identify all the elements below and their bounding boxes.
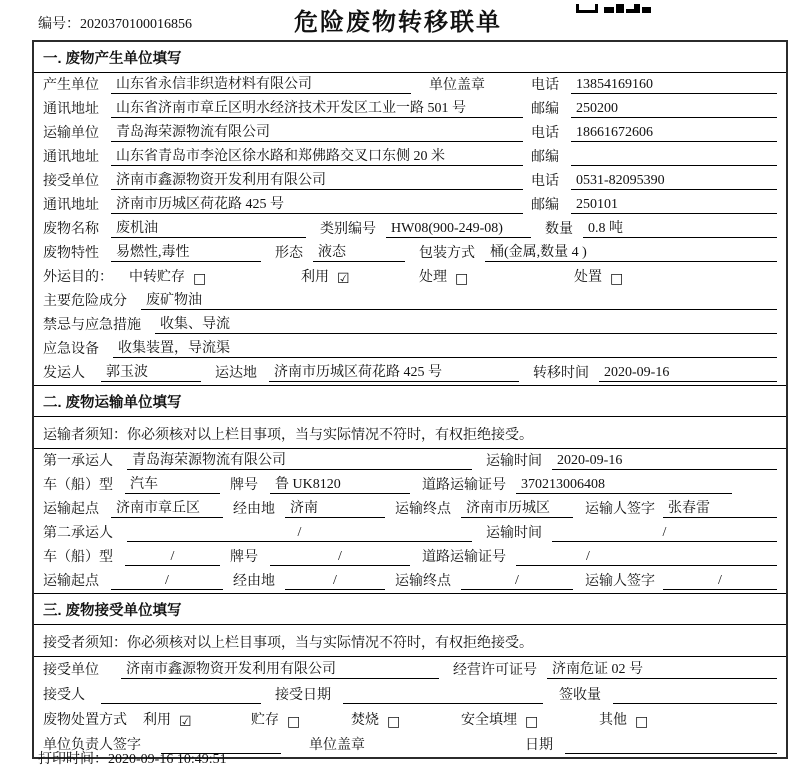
permit1-label: 道路运输证号: [422, 478, 506, 493]
manifest-form: [32, 40, 788, 759]
transport-notice: 运输者须知：你必须核对以上栏目事项，当与实际情况不符时，有权拒绝接受。: [34, 417, 786, 449]
print-time-label: 打印时间：: [38, 752, 108, 767]
checkbox-unchecked-icon: □: [287, 714, 301, 730]
receive-date-value: [565, 753, 777, 754]
route1-end-label: 运输终点: [395, 502, 451, 517]
shipper-label: 发运人: [43, 366, 85, 381]
route1-sign-label: 运输人签字: [585, 502, 655, 517]
producer-label: 产生单位: [43, 78, 99, 93]
hazard-label: 主要危险成分: [43, 294, 127, 309]
receiver-address-value: 济南市历城区荷花路 425 号: [111, 193, 523, 214]
transporter-label: 运输单位: [43, 126, 99, 141]
route1-start-label: 运输起点: [43, 502, 99, 517]
row-accept: [34, 682, 786, 707]
vehicle1-label: 车（船）型: [43, 478, 113, 493]
transfer-time-label: 转移时间: [533, 366, 589, 381]
row-taboo: [34, 313, 786, 337]
page-title: 危险废物转移联单: [294, 9, 502, 36]
purpose-utilize-label: 利用: [301, 270, 329, 285]
waste-name-label: 废物名称: [43, 222, 99, 237]
hazard-value: 废矿物油: [141, 289, 777, 310]
receiver-phone-label: 电话: [531, 174, 559, 189]
route2-start-value: /: [111, 573, 223, 590]
license-label: 经营许可证号: [453, 663, 537, 678]
taboo-label: 禁忌与应急措施: [43, 318, 141, 333]
carrier1-label: 第一承运人: [43, 454, 113, 469]
row-route2: [34, 569, 786, 593]
producer-phone-label: 电话: [531, 78, 559, 93]
receiver-address-label: 通讯地址: [43, 198, 99, 213]
receiver-label: 接受单位: [43, 174, 99, 189]
row-receiver-address-left: [43, 193, 523, 214]
section-producer-title: 一. 废物产生单位填写: [34, 42, 786, 73]
row-transporter-right: [531, 122, 777, 142]
disposal-store-label: 贮存: [251, 713, 279, 728]
route2-via-value: /: [285, 573, 385, 590]
row-receiver: [34, 169, 786, 193]
section-transport: [34, 385, 786, 593]
accept-person-label: 接受人: [43, 688, 85, 703]
waste-pack-value: 桶(金属,数量 4 ): [485, 241, 777, 262]
plate1-value: 鲁 UK8120: [270, 473, 410, 494]
disposal-option-incinerate: [351, 709, 461, 729]
row-transporter-address: [34, 145, 786, 169]
carrier1-time-label: 运输时间: [486, 454, 542, 469]
form-number-label: 编号：: [38, 17, 80, 32]
seal-label: 单位盖章: [429, 78, 485, 93]
purpose-treat-label: 处理: [419, 270, 447, 285]
waste-qty-label: 数量: [545, 222, 573, 237]
row-producer-address: [34, 97, 786, 121]
receive-unit-value: 济南市鑫源物资开发利用有限公司: [121, 658, 439, 679]
responsible-sign-label: 单位负责人签字: [43, 738, 141, 753]
vehicle1-value: 汽车: [125, 473, 220, 494]
transporter-zip-value: [571, 165, 777, 166]
checkbox-checked-icon: ☑: [179, 714, 192, 730]
disposal-landfill-label: 安全填埋: [461, 713, 517, 728]
destination-label: 运达地: [215, 366, 257, 381]
route2-end-value: /: [461, 573, 573, 590]
waste-pack-label: 包装方式: [419, 246, 475, 261]
row-receive-unit: [34, 657, 786, 682]
route2-via-label: 经由地: [233, 574, 275, 589]
row-transporter-address-right: [531, 146, 777, 166]
row-carrier1: [34, 449, 786, 473]
receive-notice: 接受者须知：你必须核对以上栏目事项，当与实际情况不符时，有权拒绝接受。: [34, 625, 786, 657]
disposal-option-utilize: [143, 709, 251, 729]
producer-address-label: 通讯地址: [43, 102, 99, 117]
row-route1: [34, 497, 786, 521]
row-producer-address-left: [43, 97, 523, 118]
row-waste-props: [34, 241, 786, 265]
waste-name-value: 废机油: [111, 217, 306, 238]
purpose-option-transfer: [129, 266, 301, 286]
disposal-other-label: 其他: [599, 713, 627, 728]
plate1-label: 牌号: [230, 478, 258, 493]
row-producer-address-right: [531, 98, 777, 118]
receiver-phone-value: 0531-82095390: [571, 173, 777, 190]
route2-end-label: 运输终点: [395, 574, 451, 589]
row-receiver-right: [531, 170, 777, 190]
transfer-time-value: 2020-09-16: [599, 365, 777, 382]
plate2-value: /: [270, 549, 410, 566]
producer-value: 山东省永信非织造材料有限公司: [111, 73, 411, 94]
receive-date-label: 日期: [525, 738, 553, 753]
route1-via-value: 济南: [285, 497, 385, 518]
row-equipment: [34, 337, 786, 361]
producer-zip-value: 250200: [571, 101, 777, 118]
license-value: 济南危证 02 号: [547, 658, 777, 679]
waste-props-value: 易燃性,毒性: [111, 241, 261, 262]
vehicle2-label: 车（船）型: [43, 550, 113, 565]
checkbox-unchecked-icon: □: [193, 271, 207, 287]
route1-sign-value: 张春雷: [663, 497, 777, 518]
equipment-label: 应急设备: [43, 342, 99, 357]
waste-qty-value: 0.8 吨: [583, 217, 777, 238]
carrier2-time-value: /: [552, 525, 777, 542]
taboo-value: 收集、导流: [155, 313, 777, 334]
receiver-zip-label: 邮编: [531, 198, 559, 213]
checkbox-unchecked-icon: □: [525, 714, 539, 730]
row-receiver-address-right: [531, 194, 777, 214]
receive-seal-label: 单位盖章: [309, 738, 365, 753]
section-receive-title: 三. 废物接受单位填写: [34, 594, 786, 625]
purpose-label: 外运目的：: [43, 270, 113, 285]
route2-start-label: 运输起点: [43, 574, 99, 589]
transporter-phone-label: 电话: [531, 126, 559, 141]
waste-form-label: 形态: [275, 246, 303, 261]
destination-value: 济南市历城区荷花路 425 号: [269, 361, 519, 382]
row-transporter: [34, 121, 786, 145]
section-receive: [34, 593, 786, 757]
row-transporter-left: [43, 121, 523, 142]
row-receiver-left: [43, 169, 523, 190]
disposal-incinerate-label: 焚烧: [351, 713, 379, 728]
receive-unit-label: 接受单位: [43, 663, 99, 678]
plate2-label: 牌号: [230, 550, 258, 565]
receiver-zip-value: 250101: [571, 197, 777, 214]
transporter-phone-value: 18661672606: [571, 125, 777, 142]
carrier2-value: /: [127, 525, 472, 542]
row-shipper: [34, 361, 786, 385]
row-hazard: [34, 289, 786, 313]
producer-address-value: 山东省济南市章丘区明水经济技术开发区工业一路 501 号: [111, 97, 523, 118]
permit2-value: /: [516, 549, 777, 566]
row-producer-left: [43, 73, 523, 94]
carrier2-time-label: 运输时间: [486, 526, 542, 541]
permit1-value: 370213006408: [516, 477, 732, 494]
disposal-option-store: [251, 709, 351, 729]
purpose-option-treat: [419, 266, 574, 286]
vehicle2-value: /: [125, 549, 220, 566]
purpose-option-dispose: [574, 266, 623, 286]
checkbox-unchecked-icon: □: [455, 271, 469, 287]
route1-start-value: 济南市章丘区: [111, 497, 223, 518]
row-disposal: [34, 707, 786, 732]
waste-props-label: 废物特性: [43, 246, 99, 261]
route2-sign-label: 运输人签字: [585, 574, 655, 589]
transporter-zip-label: 邮编: [531, 150, 559, 165]
route2-sign-value: /: [663, 573, 777, 590]
disposal-option-landfill: [461, 709, 599, 729]
carrier1-time-value: 2020-09-16: [552, 453, 777, 470]
row-transporter-address-left: [43, 145, 523, 166]
section-producer: [34, 42, 786, 385]
purpose-transfer-label: 中转贮存: [129, 270, 185, 285]
row-vehicle1: [34, 473, 786, 497]
checkbox-unchecked-icon: □: [610, 271, 624, 287]
document-header: [0, 0, 796, 40]
disposal-option-other: [599, 709, 648, 729]
row-producer-right: [531, 74, 777, 94]
checkbox-checked-icon: ☑: [337, 271, 350, 287]
producer-zip-label: 邮编: [531, 102, 559, 117]
producer-phone-value: 13854169160: [571, 77, 777, 94]
purpose-dispose-label: 处置: [574, 270, 602, 285]
form-number-value: 2020370100016856: [80, 17, 192, 32]
transporter-address-value: 山东省青岛市李沧区徐水路和郑佛路交叉口东侧 20 米: [111, 145, 523, 166]
row-producer: [34, 73, 786, 97]
permit2-label: 道路运输证号: [422, 550, 506, 565]
waste-code-value: HW08(900-249-08): [386, 221, 531, 238]
carrier1-value: 青岛海荣源物流有限公司: [127, 449, 472, 470]
qr-code-icon: [576, 0, 654, 18]
checkbox-unchecked-icon: □: [635, 714, 649, 730]
section-transport-title: 二. 废物运输单位填写: [34, 386, 786, 417]
route1-end-value: 济南市历城区: [461, 497, 573, 518]
accept-person-value: [101, 703, 261, 704]
waste-code-label: 类别编号: [320, 222, 376, 237]
purpose-option-utilize: [301, 266, 419, 286]
route1-via-label: 经由地: [233, 502, 275, 517]
carrier2-label: 第二承运人: [43, 526, 113, 541]
print-time: [38, 748, 227, 768]
accept-date-label: 接受日期: [275, 688, 331, 703]
print-time-value: 2020-09-16 10:49:51: [108, 752, 227, 767]
signed-qty-value: [613, 703, 777, 704]
signed-qty-label: 签收量: [559, 688, 601, 703]
disposal-label: 废物处置方式: [43, 713, 127, 728]
row-carrier2: [34, 521, 786, 545]
row-waste-name: [34, 217, 786, 241]
receiver-value: 济南市鑫源物资开发利用有限公司: [111, 169, 523, 190]
equipment-value: 收集装置，导流渠: [113, 337, 777, 358]
shipper-value: 郭玉波: [101, 361, 201, 382]
row-vehicle2: [34, 545, 786, 569]
disposal-utilize-label: 利用: [143, 713, 171, 728]
accept-date-value: [343, 703, 543, 704]
waste-form-value: 液态: [313, 241, 405, 262]
row-purpose: [34, 265, 786, 289]
checkbox-unchecked-icon: □: [387, 714, 401, 730]
row-receiver-address: [34, 193, 786, 217]
transporter-address-label: 通讯地址: [43, 150, 99, 165]
transporter-value: 青岛海荣源物流有限公司: [111, 121, 523, 142]
